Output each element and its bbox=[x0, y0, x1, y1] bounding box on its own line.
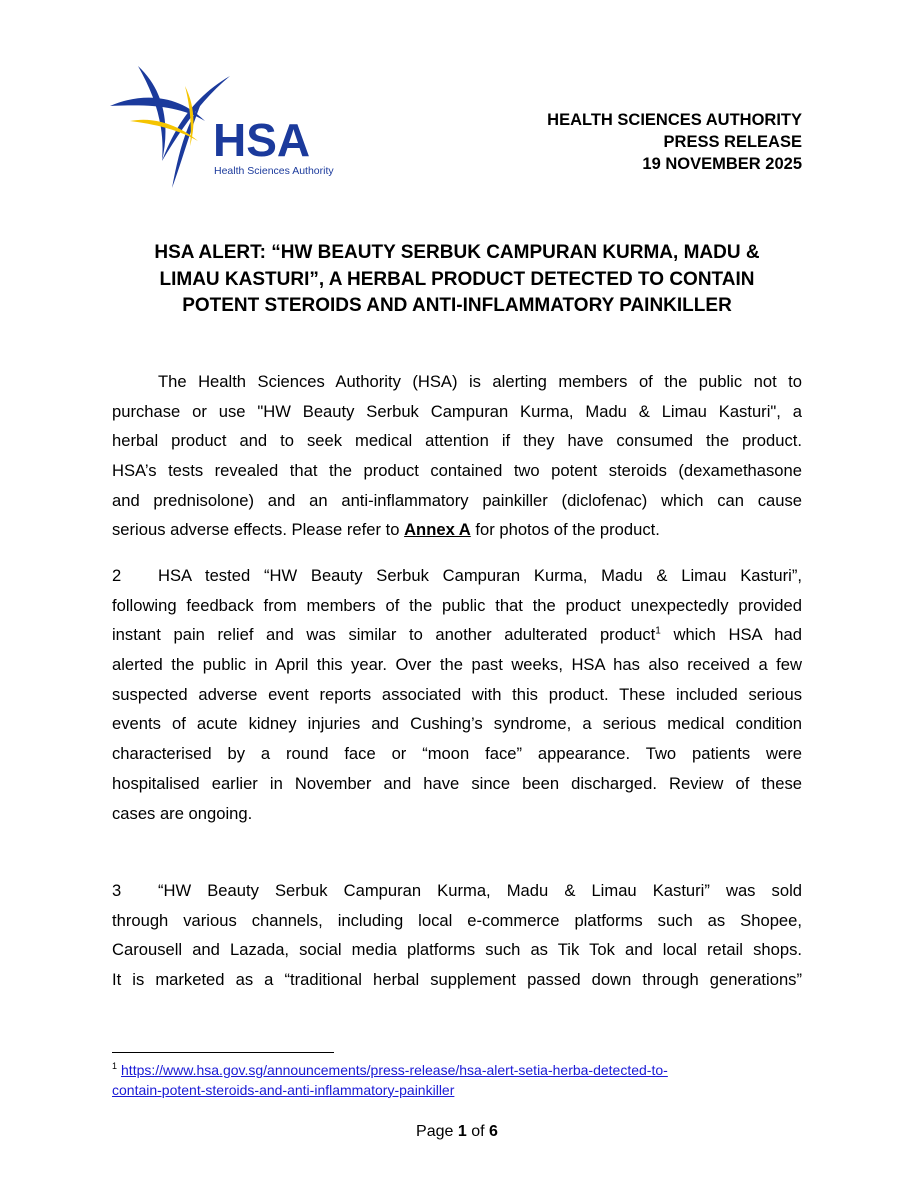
title-line: HSA ALERT: “HW BEAUTY SERBUK CAMPURAN KURMA, MADU & bbox=[154, 242, 760, 263]
footnote-divider bbox=[112, 1052, 334, 1053]
title-line: POTENT STEROIDS AND ANTI-INFLAMMATORY PAINKILLER bbox=[182, 295, 732, 316]
paragraph-line: events of acute kidney injuries and Cushing’s syndrome, a serious medical condition bbox=[112, 714, 802, 734]
page-current: 1 bbox=[457, 1123, 467, 1140]
paragraph-line bbox=[112, 620, 802, 650]
paragraph-line: HSA’s tests revealed that the product contained two potent steroids (dexamethasone bbox=[112, 461, 802, 481]
release-header bbox=[547, 109, 802, 175]
paragraph-line: and prednisolone) and an anti-inflammatory painkiller (diclofenac) which can cause bbox=[112, 490, 802, 510]
header-org: HEALTH SCIENCES AUTHORITY bbox=[547, 111, 802, 129]
page-total: 6 bbox=[489, 1123, 498, 1140]
logo-text: HSA bbox=[213, 114, 311, 166]
p2-text: HSA tested “HW Beauty Serbuk Campuran Kurma, Madu & Limau Kasturi”, bbox=[158, 566, 802, 585]
hsa-logo-mark bbox=[110, 66, 345, 196]
footnote-link[interactable]: https://www.hsa.gov.sg/announcements/press-release/hsa-alert-setia-herba-detected-to- bbox=[121, 1062, 668, 1078]
paragraph-line: cases are ongoing. bbox=[112, 803, 253, 823]
paragraph-line: through various channels, including local e-commerce platforms such as Shopee, bbox=[112, 910, 802, 930]
paragraph-1 bbox=[112, 367, 802, 545]
paragraph-line bbox=[112, 561, 802, 591]
page-number bbox=[0, 1123, 914, 1141]
title-line: LIMAU KASTURI”, A HERBAL PRODUCT DETECTED TO CONTAIN bbox=[159, 268, 755, 290]
release-title bbox=[112, 240, 802, 320]
footnote-line-1 bbox=[112, 1061, 668, 1081]
paragraph-line: Carousell and Lazada, social media platforms such as Tik Tok and local retail shops. bbox=[112, 940, 802, 960]
paragraph-line: alerted the public in April this year. Over the past weeks, HSA has also received a few bbox=[112, 655, 802, 675]
paragraph-line: following feedback from members of the public that the product unexpectedly provided bbox=[112, 595, 802, 615]
footnote-link[interactable]: contain-potent-steroids-and-anti-inflammatory-painkiller bbox=[112, 1081, 455, 1098]
paragraph-line bbox=[112, 515, 802, 545]
footnote bbox=[112, 1061, 668, 1100]
page-prefix: Page bbox=[416, 1123, 454, 1140]
paragraph-3 bbox=[112, 876, 802, 995]
logo-subtitle: Health Sciences Authority bbox=[214, 165, 334, 177]
paragraph-line: herbal product and to seek medical attention if they have consumed the product. bbox=[112, 431, 802, 451]
paragraph-line: characterised by a round face or “moon face” appearance. Two patients were bbox=[112, 744, 802, 764]
paragraph-line: purchase or use "HW Beauty Serbuk Campuran Kurma, Madu & Limau Kasturi", a bbox=[112, 401, 802, 421]
p1-text: for photos of the product. bbox=[470, 520, 660, 540]
header-type: PRESS RELEASE bbox=[663, 133, 802, 151]
annex-a-link[interactable]: Annex A bbox=[404, 520, 471, 540]
p2-text: which HSA had bbox=[660, 625, 802, 645]
header-date: 19 NOVEMBER 2025 bbox=[642, 155, 802, 173]
paragraph-line: It is marketed as a “traditional herbal supplement passed down through generations” bbox=[112, 970, 802, 990]
paragraph-number: 2 bbox=[112, 566, 122, 585]
hsa-logo bbox=[110, 66, 345, 196]
paragraph-line: hospitalised earlier in November and have since been discharged. Review of these bbox=[112, 773, 802, 793]
p2-text: instant pain relief and was similar to another adulterated product bbox=[112, 625, 656, 645]
footnote-mark: 1 bbox=[112, 1061, 118, 1072]
paragraph-2 bbox=[112, 561, 802, 828]
paragraph-line: The Health Sciences Authority (HSA) is alerting members of the public not to bbox=[158, 372, 802, 391]
paragraph-number: 3 bbox=[112, 881, 122, 900]
paragraph-line bbox=[112, 876, 802, 906]
paragraph-line: suspected adverse event reports associated with this product. These included serious bbox=[112, 684, 802, 704]
page-of: of bbox=[471, 1123, 485, 1140]
footnote-reference[interactable]: 1 bbox=[655, 625, 661, 637]
footnote-line-2 bbox=[112, 1081, 668, 1101]
p3-text: “HW Beauty Serbuk Campuran Kurma, Madu & Limau Kasturi” was sold bbox=[158, 881, 802, 900]
p1-text: serious adverse effects. Please refer to bbox=[112, 520, 405, 540]
